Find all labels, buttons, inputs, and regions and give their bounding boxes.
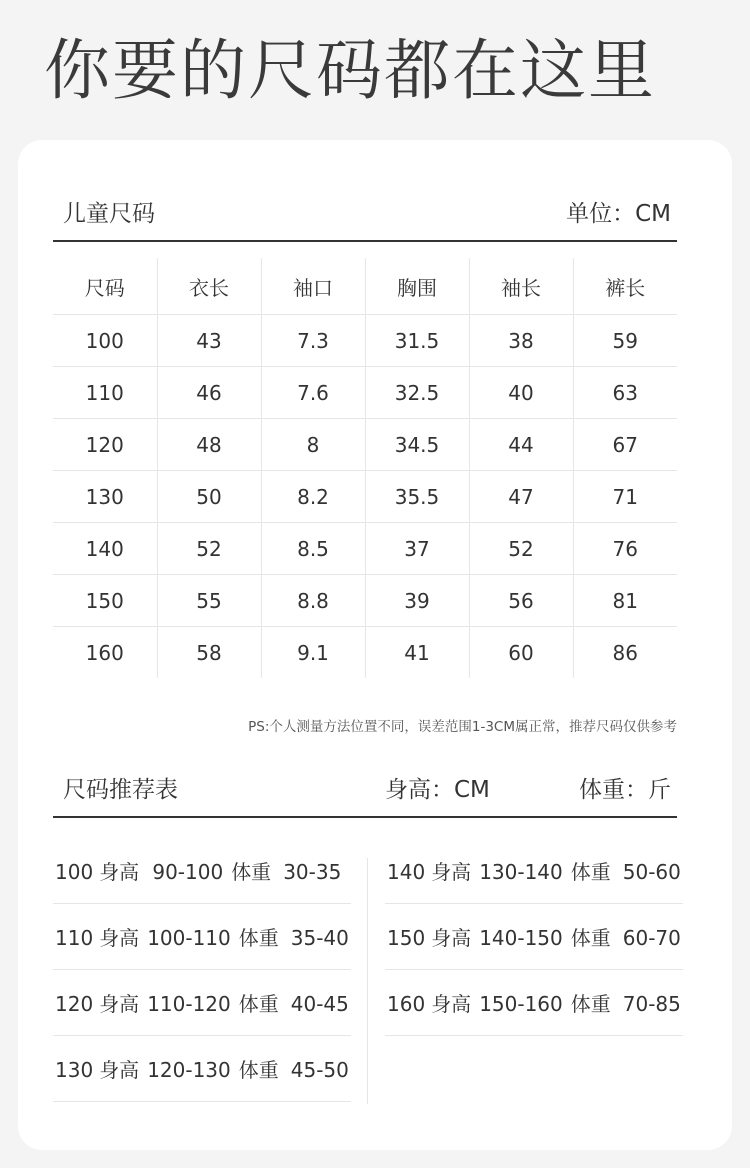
table-cell: 48 bbox=[157, 419, 261, 471]
table-cell: 81 bbox=[573, 575, 677, 627]
weight-label: 体重 bbox=[570, 860, 611, 884]
table-row bbox=[53, 627, 677, 679]
table-cell: 8 bbox=[261, 419, 365, 471]
table-cell: 160 bbox=[85, 640, 124, 665]
height-label: 身高 bbox=[431, 860, 472, 884]
height-unit-label: 身高：CM bbox=[385, 777, 490, 803]
weight-label: 体重 bbox=[238, 926, 279, 950]
column-header: 尺码 bbox=[53, 258, 157, 315]
weight-label: 体重 bbox=[238, 992, 279, 1016]
list-item bbox=[53, 970, 351, 1036]
recommend-header bbox=[53, 772, 677, 818]
height-range: 150-160 bbox=[479, 992, 563, 1016]
table-cell: 140 bbox=[53, 523, 157, 575]
table-cell: 120 bbox=[53, 419, 157, 471]
table-cell: 37 bbox=[365, 523, 469, 575]
kids-size-table bbox=[53, 258, 677, 678]
table-cell: 100 bbox=[53, 315, 157, 367]
height-label: 身高 bbox=[99, 860, 140, 884]
page-headline: 你要的尺码都在这里 bbox=[44, 32, 656, 109]
table-cell: 58 bbox=[157, 627, 261, 679]
table-row bbox=[53, 471, 677, 523]
list-item bbox=[385, 904, 683, 970]
weight-range: 60-70 bbox=[622, 926, 681, 950]
height-range: 130-140 bbox=[479, 860, 563, 884]
height-range: 120-130 bbox=[147, 1058, 231, 1082]
list-item bbox=[53, 904, 351, 970]
size-value: 110 bbox=[55, 926, 94, 950]
table-cell: 32.5 bbox=[365, 367, 469, 419]
height-range: 110-120 bbox=[147, 992, 231, 1016]
table-cell: 44 bbox=[469, 419, 573, 471]
table-cell: 46 bbox=[157, 367, 261, 419]
measurement-note: PS:个人测量方法位置不同，误差范围1-3CM属正常，推荐尺码仅供参考 bbox=[248, 719, 677, 735]
size-value: 100 bbox=[55, 860, 94, 884]
table-row bbox=[53, 315, 677, 367]
column-header: 裤长 bbox=[573, 258, 677, 315]
recommend-title: 尺码推荐表 bbox=[63, 777, 178, 803]
size-value: 150 bbox=[387, 926, 426, 950]
table-cell: 86 bbox=[573, 627, 677, 679]
table-row bbox=[53, 419, 677, 471]
weight-unit-label: 体重：斤 bbox=[579, 777, 671, 803]
table-cell: 150 bbox=[53, 575, 157, 627]
table-cell: 59 bbox=[573, 315, 677, 367]
table-cell: 67 bbox=[573, 419, 677, 471]
size-value: 160 bbox=[387, 992, 426, 1016]
height-range: 100-110 bbox=[147, 926, 231, 950]
table-cell: 52 bbox=[157, 523, 261, 575]
table-cell: 130 bbox=[53, 471, 157, 523]
table-cell: 71 bbox=[573, 471, 677, 523]
table-row bbox=[53, 367, 677, 419]
table-cell: 40 bbox=[469, 367, 573, 419]
height-range: 90-100 bbox=[152, 860, 224, 884]
table-cell: 47 bbox=[469, 471, 573, 523]
table-cell: 41 bbox=[365, 627, 469, 679]
list-item bbox=[53, 838, 351, 904]
table-row bbox=[53, 575, 677, 627]
weight-range: 35-40 bbox=[290, 926, 349, 950]
column-header: 袖口 bbox=[261, 258, 365, 315]
recommend-list-right bbox=[385, 838, 683, 1036]
height-label: 身高 bbox=[99, 926, 140, 950]
weight-range: 70-85 bbox=[622, 992, 681, 1016]
kids-size-title: 儿童尺码 bbox=[63, 201, 155, 227]
size-value: 140 bbox=[387, 860, 426, 884]
table-cell: 50 bbox=[157, 471, 261, 523]
weight-range: 50-60 bbox=[622, 860, 681, 884]
table-cell: 31.5 bbox=[365, 315, 469, 367]
table-cell: 34.5 bbox=[365, 419, 469, 471]
weight-range: 30-35 bbox=[283, 860, 342, 884]
table-cell: 7.6 bbox=[261, 367, 365, 419]
weight-range: 45-50 bbox=[290, 1058, 349, 1082]
column-header: 胸围 bbox=[365, 258, 469, 315]
weight-range: 40-45 bbox=[290, 992, 349, 1016]
list-item bbox=[53, 1036, 351, 1102]
table-cell: 35.5 bbox=[365, 471, 469, 523]
column-divider bbox=[367, 858, 368, 1104]
table-cell: 76 bbox=[573, 523, 677, 575]
table-cell: 52 bbox=[469, 523, 573, 575]
height-label: 身高 bbox=[99, 1058, 140, 1082]
weight-label: 体重 bbox=[570, 992, 611, 1016]
kids-size-header bbox=[53, 196, 677, 242]
height-range: 140-150 bbox=[479, 926, 563, 950]
list-item bbox=[385, 970, 683, 1036]
table-cell: 38 bbox=[469, 315, 573, 367]
table-cell: 9.1 bbox=[261, 627, 365, 679]
table-cell: 110 bbox=[53, 367, 157, 419]
table-cell: 8.8 bbox=[261, 575, 365, 627]
table-cell: 7.3 bbox=[261, 315, 365, 367]
table-cell: 60 bbox=[469, 627, 573, 679]
column-header: 衣长 bbox=[157, 258, 261, 315]
size-value: 130 bbox=[55, 1058, 94, 1082]
table-cell: 39 bbox=[365, 575, 469, 627]
height-label: 身高 bbox=[99, 992, 140, 1016]
unit-label: 单位：CM bbox=[566, 201, 671, 227]
weight-label: 体重 bbox=[231, 860, 272, 884]
table-cell: 55 bbox=[157, 575, 261, 627]
table-cell: 63 bbox=[573, 367, 677, 419]
list-item bbox=[385, 838, 683, 904]
recommend-list-left bbox=[53, 838, 351, 1102]
table-cell: 43 bbox=[157, 315, 261, 367]
weight-label: 体重 bbox=[238, 1058, 279, 1082]
table-cell: 8.5 bbox=[261, 523, 365, 575]
column-header: 袖长 bbox=[469, 258, 573, 315]
table-cell: 56 bbox=[469, 575, 573, 627]
table-header-row bbox=[53, 258, 677, 315]
weight-label: 体重 bbox=[570, 926, 611, 950]
height-label: 身高 bbox=[431, 926, 472, 950]
table-row bbox=[53, 523, 677, 575]
table-cell: 8.2 bbox=[261, 471, 365, 523]
height-label: 身高 bbox=[431, 992, 472, 1016]
size-value: 120 bbox=[55, 992, 94, 1016]
